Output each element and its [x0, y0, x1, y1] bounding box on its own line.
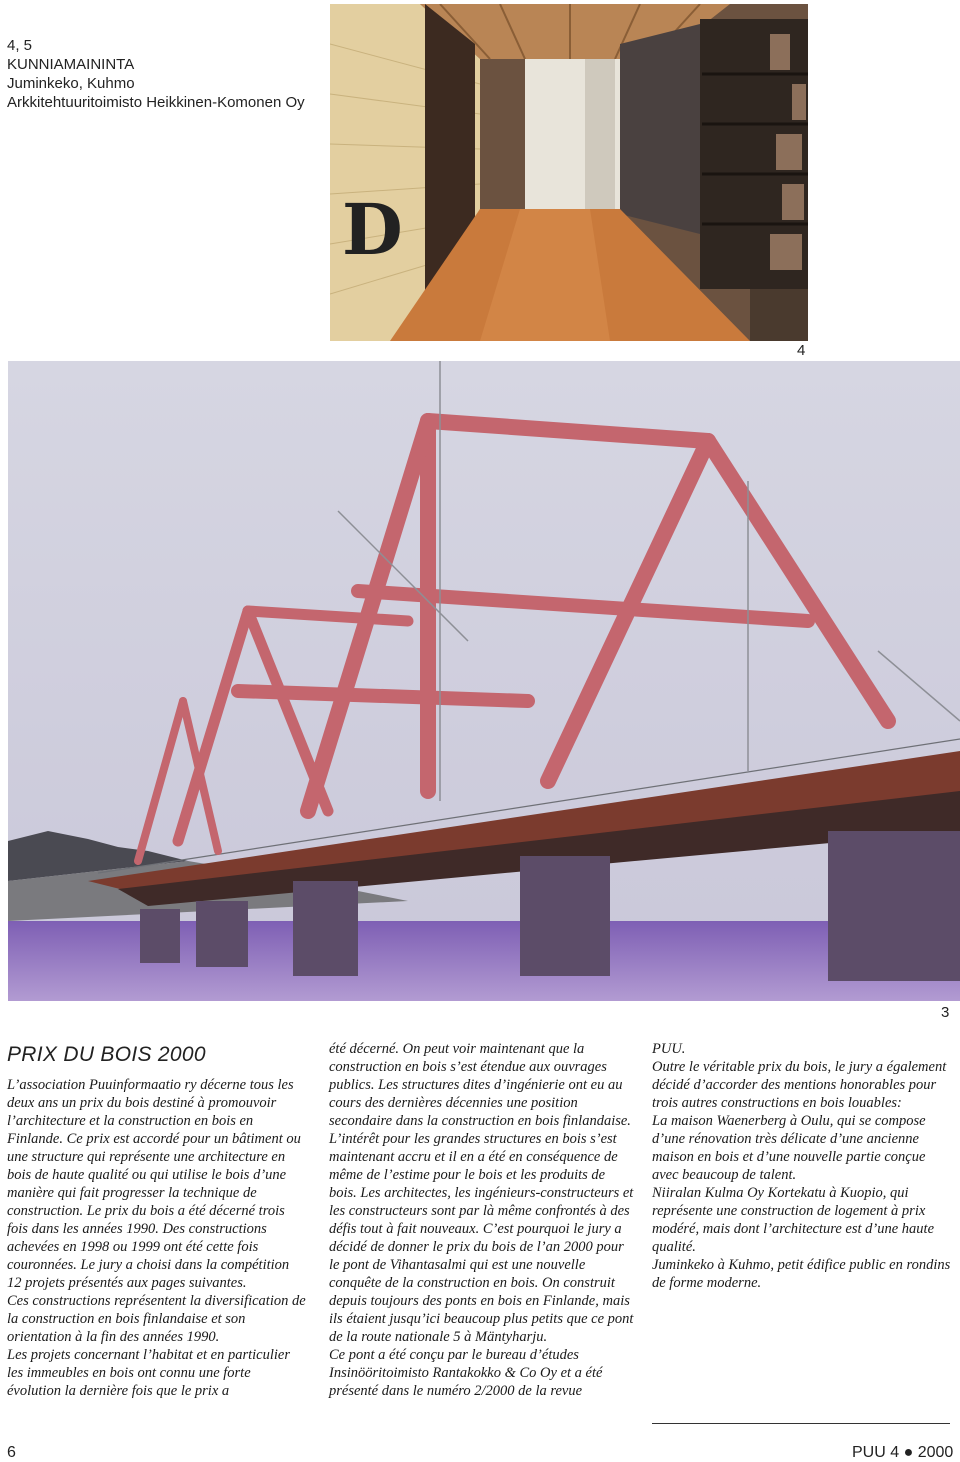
journal-name: PUU 4 — [852, 1444, 900, 1461]
col2-paragraph-2: Ce pont a été conçu par le bureau d’études Insinööritoimisto Rantakokko & Co Oy et a été présenté dans le numéro 2/2000 de la revue — [329, 1347, 603, 1399]
bullet-icon: ● — [903, 1444, 914, 1461]
journal-footer — [852, 1444, 953, 1462]
col2-paragraph-1: été décerné. On peut voir maintenant que la construction en bois s’est étendue aux ouvrages publics. Les structures dites d’ingénierie ont eu au cours des dernières décennies une position secondaire dans la construction en bois finlandaise. L’intérêt pour les grandes structures en bois s’est maintenant accru et il en a été en conséquence de même de l’estime pour le bois et les produits de bois. Les architectes, les ingénieurs-constructeurs et les constructeurs sont par là même confrontés à des défis tout à fait nouveaux. C’est pourquoi le jury a décidé de donner le prix du bois de l’an 2000 pour le pont de Vihantasalmi qui est une nouvelle conquête de la construction en bois. On construit depuis toujours des ponts en bois en Finlande, mais ils étaient jusqu’ici beaucoup plus petits que ce pont de la route nationale 5 à Mäntyharju. — [329, 1041, 634, 1345]
article-title: PRIX DU BOIS 2000 — [7, 1043, 206, 1066]
bridge-photo — [8, 361, 960, 1001]
interior-photo — [330, 4, 808, 341]
article-column-1 — [7, 1076, 307, 1400]
figure-4-number: 4 — [797, 342, 806, 359]
col3-paragraph-1: PUU. — [652, 1041, 686, 1057]
caption-award: KUNNIAMAININTA — [7, 56, 135, 73]
article-column-2 — [329, 1040, 635, 1400]
col3-paragraph-3: La maison Waenerberg à Oulu, qui se compose d’une rénovation très délicate d’une ancienne maison en bois et d’une nouvelle partie conçue avec beaucoup de talent. — [652, 1113, 926, 1183]
col3-paragraph-4: Niiralan Kulma Oy Kortekatu à Kuopio, qui représente une construction de logement à prix modéré, mais dont l’architecture est d’une haute qualité. — [652, 1185, 935, 1255]
article-column-3 — [652, 1040, 952, 1292]
caption-numbers: 4, 5 — [7, 37, 33, 54]
caption-project: Juminkeko, Kuhmo — [7, 75, 135, 92]
col1-paragraph-3: Les projets concernant l’habitat et en particulier les immeubles en bois ont connu une forte évolution la dernière fois que le prix a — [7, 1347, 290, 1399]
journal-year: 2000 — [917, 1444, 954, 1461]
col1-paragraph-2: Ces constructions représentent la diversification de la construction en bois finlandaise et son orientation à la fin des années 1990. — [7, 1293, 306, 1345]
figure-caption — [7, 36, 305, 112]
col1-paragraph-1: L’association Puuinformaatio ry décerne tous les deux ans un prix du bois destiné à promouvoir l’architecture et la construction en bois en Finlande. Ce prix est accordé pour un bâtiment ou une structure qui représente une architecture en bois de haute qualité ou qui utilise le bois d’une manière qui fait progresser la technique de construction. Le prix du bois a été décerné trois fois dans les années 1990. Des constructions achevées en 1998 ou 1999 ont été cette fois couronnées. Le jury a choisi dans la compétition 12 projets présentés aux pages suivantes. — [7, 1077, 301, 1291]
col3-paragraph-2: Outre le véritable prix du bois, le jury a également décidé d’accorder des mentions honorables pour trois autres constructions en bois louables: — [652, 1059, 947, 1111]
page-number: 6 — [7, 1444, 16, 1461]
figure-3-number: 3 — [941, 1004, 950, 1021]
col3-paragraph-5: Juminkeko à Kuhmo, petit édifice public en rondins de forme moderne. — [652, 1257, 951, 1291]
footer-rule — [652, 1423, 950, 1424]
caption-architect: Arkkitehtuuritoimisto Heikkinen-Komonen Oy — [7, 94, 305, 111]
door-letter-d: D — [342, 188, 403, 271]
